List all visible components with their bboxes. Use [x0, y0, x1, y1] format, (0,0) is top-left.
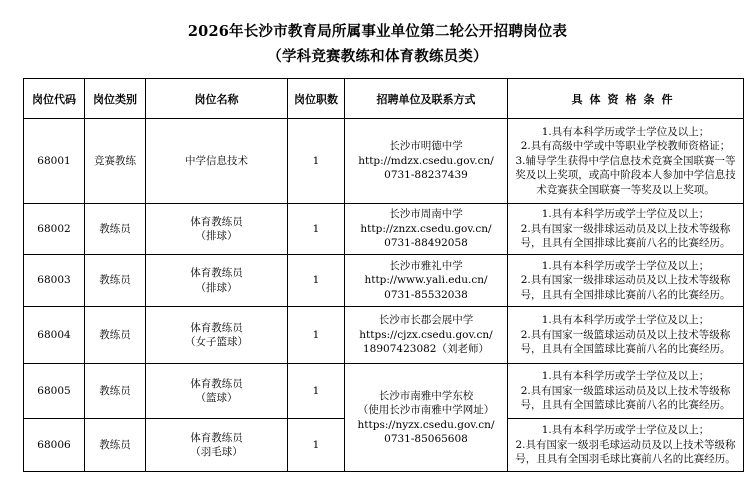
requirement-line: 奖及以上奖项，或高中阶段本人参加中学信息技 [515, 169, 736, 182]
cell-category: 教练员 [85, 364, 146, 419]
contact-unit: 长沙市雅礼中学 [389, 259, 463, 272]
cell-contact-shared [345, 364, 508, 472]
cell-position-name [146, 419, 288, 472]
requirement-line: 号，且具有全国排球比赛前八名的比赛经历。 [520, 237, 731, 250]
header-requirements: 具体资格条件 [508, 79, 744, 119]
cell-code: 68001 [24, 119, 85, 204]
contact-note: （使用长沙市南雅中学网址） [357, 404, 495, 416]
requirement-line: 号，且具有全国篮球比赛前八名的比赛经历。 [520, 343, 731, 356]
cell-category: 教练员 [85, 419, 146, 472]
cell-code: 68002 [24, 204, 85, 255]
requirement-line: 术竞赛获全国联赛一等奖及以上奖项。 [536, 183, 715, 196]
position-name-line: （羽毛球） [190, 446, 243, 458]
contact-url: https://cjzx.csedu.gov.cn/ [359, 328, 493, 341]
requirement-line: 2.具有国家一级排球运动员及以上技术等级称 [520, 274, 731, 287]
cell-contact [345, 307, 508, 364]
cell-requirements [508, 364, 744, 419]
table-row [24, 364, 744, 419]
cell-code: 68006 [24, 419, 85, 472]
cell-count: 1 [288, 419, 345, 472]
cell-count: 1 [288, 204, 345, 255]
requirement-line: 号，且具有全国篮球比赛前八名的比赛经历。 [520, 399, 731, 412]
cell-requirements [508, 119, 744, 204]
table-row [24, 255, 744, 307]
cell-contact [345, 255, 508, 307]
position-name-line: 体育教练员 [190, 321, 243, 334]
contact-unit: 长沙市长郡会展中学 [378, 314, 474, 327]
table-row [24, 119, 744, 204]
cell-category: 教练员 [85, 307, 146, 364]
cell-requirements [508, 255, 744, 307]
cell-position-name [146, 255, 288, 307]
position-name-line: （排球） [195, 230, 238, 242]
header-code: 岗位代码 [24, 79, 85, 119]
contact-unit: 长沙市南雅中学东校 [378, 389, 474, 402]
contact-phone: 0731-85532038 [384, 288, 468, 301]
contact-unit: 长沙市明德中学 [389, 140, 463, 153]
contact-url: http://www.yali.edu.cn/ [364, 274, 488, 287]
cell-contact [345, 204, 508, 255]
contact-url: http://mdzx.csedu.gov.cn/ [358, 154, 494, 167]
position-name-line: 中学信息技术 [185, 154, 248, 167]
contact-phone: 0731-88492058 [384, 237, 468, 250]
requirement-line: 1.具有本科学历或学士学位及以上； [541, 424, 710, 437]
requirement-line: 2.具有国家一级羽毛球运动员及以上技术等级称 [515, 438, 736, 451]
cell-contact [345, 119, 508, 204]
header-count: 岗位职数 [288, 79, 345, 119]
contact-unit: 长沙市周南中学 [389, 208, 463, 221]
cell-count: 1 [288, 255, 345, 307]
cell-requirements [508, 419, 744, 472]
requirement-line: 2.具有高级中学或中等职业学校教师资格证； [520, 140, 731, 153]
cell-position-name [146, 119, 288, 204]
cell-position-name [146, 204, 288, 255]
page-subtitle: （学科竞赛教练和体育教练员类） [267, 48, 488, 65]
contact-phone: 0731-88237439 [384, 169, 468, 182]
position-name-line: 体育教练员 [190, 431, 243, 444]
requirement-line: 号，且具有全国羽毛球比赛前八名的比赛经历。 [515, 453, 736, 466]
requirement-line: 2.具有国家一级排球运动员及以上技术等级称 [520, 222, 731, 235]
contact-url: https://nyzx.csedu.gov.cn/ [357, 418, 495, 431]
header-category: 岗位类别 [85, 79, 146, 119]
header-contact: 招聘单位及联系方式 [345, 79, 508, 119]
cell-code: 68003 [24, 255, 85, 307]
position-name-line: 体育教练员 [190, 377, 243, 390]
cell-category: 教练员 [85, 255, 146, 307]
position-name-line: （篮球） [195, 392, 238, 404]
position-name-line: 体育教练员 [190, 267, 243, 279]
cell-count: 1 [288, 119, 345, 204]
cell-requirements [508, 204, 744, 255]
contact-url: http://znzx.csedu.gov.cn/ [360, 222, 492, 235]
contact-phone: 0731-85065608 [384, 433, 468, 445]
cell-category: 竞赛教练 [85, 119, 146, 204]
header-name: 岗位名称 [146, 79, 288, 119]
requirement-line: 1.具有本科学历或学士学位及以上； [541, 259, 710, 272]
table-row [24, 204, 744, 255]
position-name-line: （排球） [195, 281, 238, 294]
cell-position-name [146, 364, 288, 419]
requirement-line: 2.具有国家一级篮球运动员及以上技术等级称 [520, 328, 731, 341]
table-header-row [24, 79, 744, 119]
requirement-line: 号，且具有全国排球比赛前八名的比赛经历。 [520, 288, 731, 301]
contact-phone: 18907423082（刘老师） [363, 343, 489, 356]
cell-category: 教练员 [85, 204, 146, 255]
requirement-line: 3.辅导学生获得中学信息技术竞赛全国联赛一等 [515, 154, 736, 167]
position-name-line: （女子篮球） [185, 336, 248, 348]
cell-code: 68005 [24, 364, 85, 419]
page-title: 2026年长沙市教育局所属事业单位第二轮公开招聘岗位表 [187, 23, 568, 40]
cell-count: 1 [288, 364, 345, 419]
requirement-line: 1.具有本科学历或学士学位及以上； [541, 370, 710, 383]
requirement-line: 1.具有本科学历或学士学位及以上； [541, 125, 710, 138]
table-row [24, 307, 744, 364]
cell-requirements [508, 307, 744, 364]
requirement-line: 2.具有国家一级篮球运动员及以上技术等级称 [520, 384, 731, 397]
cell-position-name [146, 307, 288, 364]
position-name-line: 体育教练员 [190, 215, 243, 228]
requirement-line: 1.具有本科学历或学士学位及以上； [541, 314, 710, 327]
job-table [23, 78, 744, 472]
requirement-line: 1.具有本科学历或学士学位及以上； [541, 208, 710, 221]
cell-code: 68004 [24, 307, 85, 364]
cell-count: 1 [288, 307, 345, 364]
